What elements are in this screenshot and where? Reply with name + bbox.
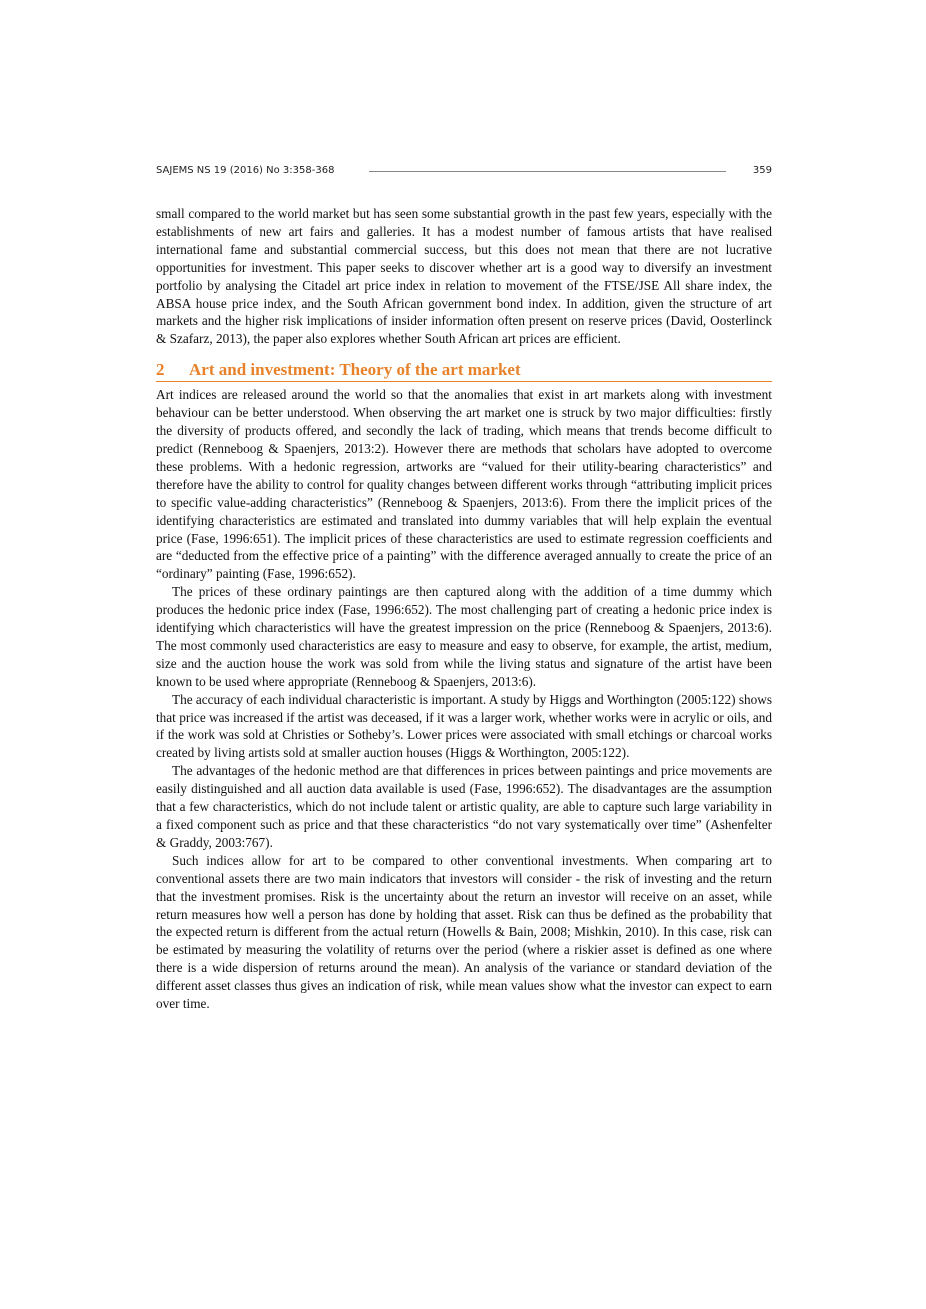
body-paragraph: The prices of these ordinary paintings are then captured along with the addition of a time dummy which produces the hedonic price index (Fase, 1996:652). The most challenging part of creating a hedonic price index is identifying which characteristics will have the greatest impression on the price (Renneboog & Spaenjers, 2013:6). The most commonly used characteristics are easy to measure and easy to observe, for example, the artist, medium, size and the auction house the work was sold from while the living status and signature of the artist have been known to be used where appropriate (Renneboog & Spaenjers, 2013:6).	[156, 584, 772, 689]
section-title: Art and investment: Theory of the art market	[189, 360, 521, 380]
header-rule	[369, 171, 726, 172]
journal-citation: SAJEMS NS 19 (2016) No 3:358-368	[156, 165, 335, 176]
intro-paragraph: small compared to the world market but has seen some substantial growth in the past few years, especially with the establishments of new art fairs and galleries. It has a modest number of famous artists that have realised international fame and substantial commercial success, but this does not mean that there are not lucrative opportunities for investment. This paper seeks to discover whether art is a good way to diversify an investment portfolio by analysing the Citadel art price index in relation to movement of the FTSE/JSE All share index, the ABSA house price index, and the South African government bond index. In addition, given the structure of art markets and the higher risk implications of insider information often present on reserve prices (David, Oosterlinck & Szafarz, 2013), the paper also explores whether South African art prices are efficient.	[156, 206, 772, 347]
section-heading	[156, 360, 772, 382]
article-body	[156, 205, 772, 1013]
body-paragraph: Art indices are released around the world so that the anomalies that exist in art markets along with investment behaviour can be better understood. When observing the art market one is struck by two major difficulties: firstly the diversity of products offered, and secondly the lack of trading, which means that trends become difficult to predict (Renneboog & Spaenjers, 2013:2). However there are methods that scholars have adopted to overcome these problems. With a hedonic regression, artworks are “valued for their utility-bearing characteristics” and therefore have the ability to control for quality changes between different works through “attributing implicit prices to specific value-adding characteristics” (Renneboog & Spaenjers, 2013:6). From there the implicit prices of the identifying characteristics are estimated and translated into dummy variables that will help explain the eventual price (Fase, 1996:651). The implicit prices of these characteristics are used to estimate regression coefficients and are “deducted from the effective price of a painting” with the difference averaged annually to create the price of an “ordinary” painting (Fase, 1996:652).	[156, 387, 772, 582]
body-paragraph: The accuracy of each individual characteristic is important. A study by Higgs and Worthington (2005:122) shows that price was increased if the artist was deceased, if it was a larger work, whether works were in acrylic or oils, and if the work was sold at Christies or Sotheby’s. Lower prices were associated with small etchings or charcoal works created by living artists sold at smaller auction houses (Higgs & Worthington, 2005:122).	[156, 691, 772, 761]
running-header	[156, 164, 772, 180]
body-paragraph: The advantages of the hedonic method are that differences in prices between paintings and price movements are easily distinguished and all auction data available is used (Fase, 1996:652). The disadvantages are the assumption that a few characteristics, which do not include talent or artistic quality, are able to capture such large variability in a fixed component such as price and that these characteristics “do not vary systematically over time” (Ashenfelter & Graddy, 2003:767).	[156, 763, 772, 850]
section-number: 2	[156, 360, 165, 380]
body-paragraph: Such indices allow for art to be compared to other conventional investments. When comparing art to conventional assets there are two main indicators that investors will consider - the risk of investing and the return that the investment promises. Risk is the uncertainty about the return an investor will receive on an asset, while return measures how well a person has done by holding that asset. Risk can thus be defined as the probability that the expected return is different from the actual return (Howells & Bain, 2008; Mishkin, 2010). In this case, risk can be estimated by measuring the volatility of returns over the period (where a riskier asset is defined as one where there is a wide dispersion of returns around the mean). An analysis of the variance or standard deviation of the different asset classes thus gives an indication of risk, while mean values show what the investor can expect to earn over time.	[156, 852, 772, 1012]
page-number: 359	[752, 165, 772, 176]
